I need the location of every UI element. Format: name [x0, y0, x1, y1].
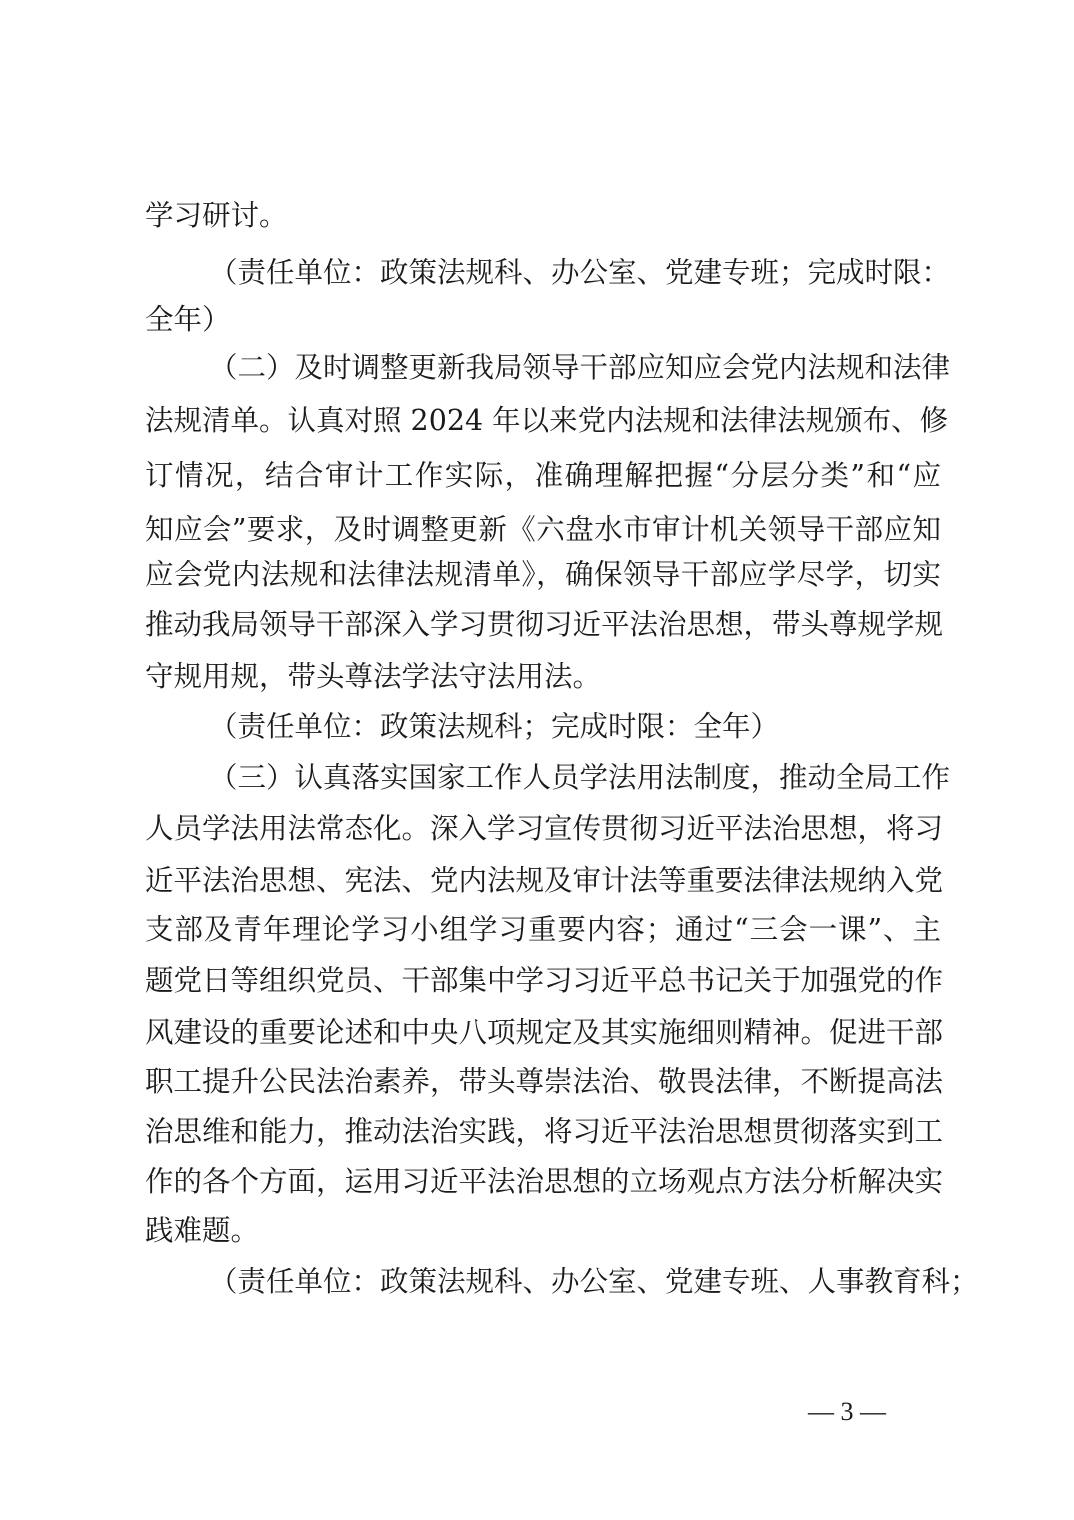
text-line-16: 题党日等组织党员、干部集中学习习近平总书记关于加强党的作 [145, 964, 944, 997]
text-line-22: （责任单位：政策法规科、办公室、党建专班、人事教育科； [209, 1265, 979, 1298]
text-line-14: 近平法治思想、宪法、党内法规及审计法等重要法律法规纳入党 [145, 864, 944, 897]
text-line-20: 作的各个方面，运用习近平法治思想的立场观点方法分析解决实 [145, 1165, 944, 1198]
text-line-9: 推动我局领导干部深入学习贯彻习近平法治思想，带头尊规学规 [145, 608, 944, 641]
text-line-5: 法规清单。认真对照 2024 年以来党内法规和法律法规颁布、修 [145, 404, 949, 437]
section-heading-3: （三）认真落实国家工作人员学法用法制度，推动全局工作 [209, 761, 951, 794]
text-line-15: 支部及青年理论学习小组学习重要内容；通过“三会一课”、主 [145, 913, 941, 946]
page-number: — 3 — [808, 1397, 886, 1426]
text-line-21: 践难题。 [145, 1214, 260, 1247]
text-line-2: （责任单位：政策法规科、办公室、党建专班；完成时限： [209, 256, 951, 289]
text-line-10: 守规用规，带头尊法学法守法用法。 [145, 660, 602, 693]
text-line-1: 学习研讨。 [145, 199, 288, 232]
text-line-6: 订情况，结合审计工作实际，准确理解把握“分层分类”和“应 [145, 459, 941, 492]
section-heading-2: （二）及时调整更新我局领导干部应知应会党内法规和法律 [209, 351, 951, 384]
text-line-17: 风建设的重要论述和中央八项规定及其实施细则精神。促进干部 [145, 1016, 944, 1049]
text-line-18: 职工提升公民法治素养，带头尊崇法治、敬畏法律，不断提高法 [145, 1065, 944, 1098]
text-line-19: 治思维和能力，推动法治实践，将习近平法治思想贯彻落实到工 [145, 1115, 944, 1148]
text-line-13: 人员学法用法常态化。深入学习宣传贯彻习近平法治思想，将习 [145, 812, 944, 845]
text-line-8: 应会党内法规和法律法规清单》，确保领导干部应学尽学，切实 [145, 558, 941, 591]
text-line-3: 全年） [145, 303, 231, 336]
text-line-7: 知应会”要求，及时调整更新《六盘水市审计机关领导干部应知 [145, 513, 941, 546]
text-line-11: （责任单位：政策法规科；完成时限：全年） [209, 710, 780, 743]
